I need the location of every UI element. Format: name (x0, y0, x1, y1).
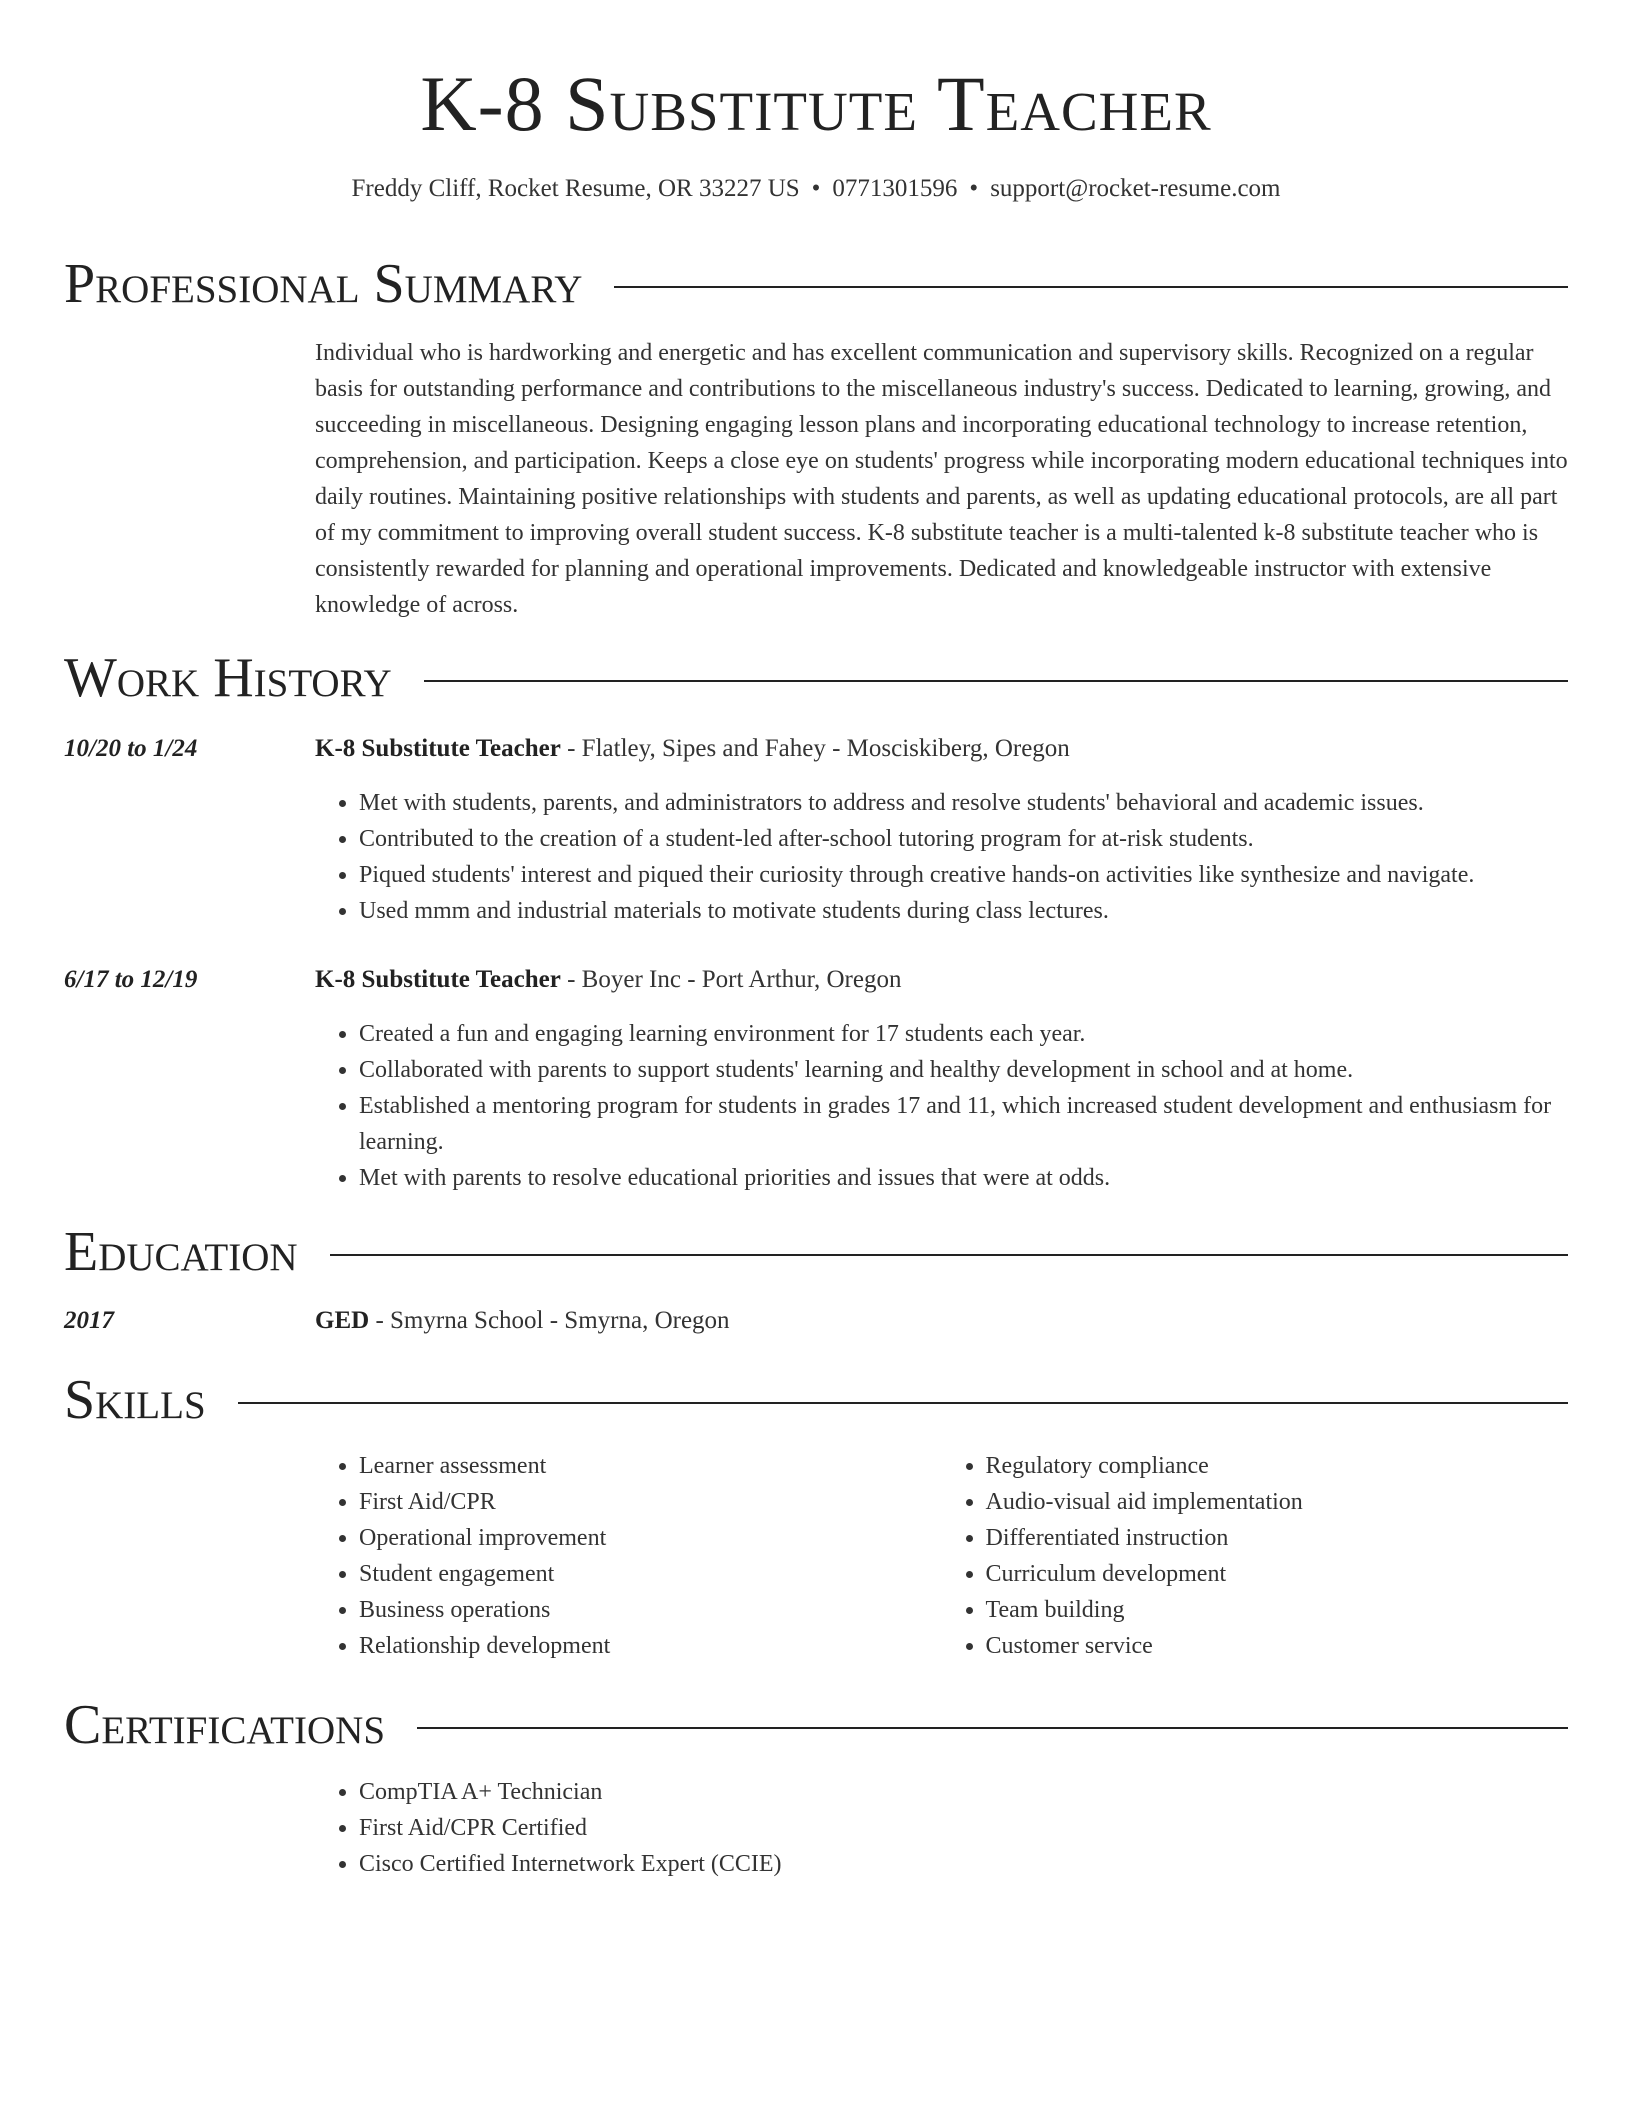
job-heading (315, 731, 1070, 767)
job-details: - Boyer Inc - Port Arthur, Oregon (560, 966, 902, 993)
section-divider (424, 680, 1568, 682)
contact-separator: • (811, 175, 821, 202)
job-dates: 10/20 to 1/24 (64, 735, 198, 762)
education-details: - Smyrna School - Smyrna, Oregon (369, 1307, 730, 1334)
section-divider (238, 1402, 1568, 1404)
certifications-heading: Certifications (64, 1694, 386, 1756)
job-details: - Flatley, Sipes and Fahey - Mosciskiberg, Oregon (560, 735, 1070, 762)
section-divider (417, 1727, 1568, 1729)
summary-section-header (64, 252, 1568, 316)
education-section-header (64, 1220, 1568, 1284)
section-divider (330, 1254, 1568, 1256)
certification-item: • CompTIA A+ Technician (359, 1774, 1568, 1810)
job-heading (315, 962, 901, 998)
skill-item: • Differentiated instruction (986, 1520, 1569, 1556)
list-item: • Met with parents to resolve educational priorities and issues that were at odds. (359, 1160, 1568, 1196)
skill-item: • Regulatory compliance (986, 1448, 1569, 1484)
list-item: • Collaborated with parents to support students' learning and healthy development in school and at home. (359, 1052, 1568, 1088)
resume-page (64, 0, 1568, 1877)
summary-heading: Professional Summary (64, 253, 583, 315)
contact-email: support@rocket-resume.com (990, 175, 1281, 202)
job-title: K-8 Substitute Teacher (315, 735, 561, 762)
section-divider (614, 286, 1568, 288)
skill-item: • Team building (986, 1592, 1569, 1628)
resume-title: K-8 Substitute Teacher (420, 60, 1212, 147)
certifications-block (315, 1774, 1568, 1882)
certifications-section-header (64, 1693, 1568, 1757)
job-dates: 6/17 to 12/19 (64, 966, 198, 993)
job-title: K-8 Substitute Teacher (315, 966, 561, 993)
skill-item: • Learner assessment (359, 1448, 942, 1484)
skills-block (315, 1448, 1568, 1664)
certification-item: • First Aid/CPR Certified (359, 1810, 1568, 1846)
education-degree: GED (315, 1307, 370, 1334)
skill-item: • Relationship development (359, 1628, 942, 1664)
education-year: 2017 (64, 1307, 114, 1334)
job-bullets (315, 1016, 1568, 1196)
list-item: • Piqued students' interest and piqued their curiosity through creative hands-on activities like synthesize and navigate. (359, 857, 1568, 893)
list-item: • Created a fun and engaging learning environment for 17 students each year. (359, 1016, 1568, 1052)
skills-heading: Skills (64, 1369, 206, 1431)
work-section-header (64, 646, 1568, 710)
skill-item: • Customer service (986, 1628, 1569, 1664)
education-heading: Education (64, 1221, 298, 1283)
summary-block (315, 335, 1568, 623)
summary-text: Individual who is hardworking and energetic and has excellent communication and supervisory skills. Recognized on a regular basis for outstanding performance and contributions to the miscellaneous industry's success. Dedicated to learning, growing, and succeeding in miscellaneous. Designing engaging lesson plans and incorporating educational technology to increase retention, comprehension, and participation. Keeps a close eye on students' progress while incorporating modern educational techniques into daily routines. Maintaining positive relationships with students and parents, as well as updating educational protocols, are all part of my commitment to improving overall student success. K-8 substitute teacher is a multi-talented k-8 substitute teacher who is consistently rewarded for planning and operational improvements. Dedicated and knowledgeable instructor with extensive knowledge of across. (315, 340, 1568, 618)
contact-address: Freddy Cliff, Rocket Resume, OR 33227 US (351, 175, 800, 202)
contact-phone: 0771301596 (832, 175, 958, 202)
job-bullets (315, 785, 1568, 929)
list-item: • Met with students, parents, and administrators to address and resolve students' behavioral and academic issues. (359, 785, 1568, 821)
skill-item: • Operational improvement (359, 1520, 942, 1556)
contact-separator: • (969, 175, 979, 202)
education-entry (315, 1303, 730, 1339)
skill-item: • Business operations (359, 1592, 942, 1628)
skills-section-header (64, 1368, 1568, 1432)
skill-item: • First Aid/CPR (359, 1484, 942, 1520)
certification-item: • Cisco Certified Internetwork Expert (CCIE) (359, 1846, 1568, 1882)
skills-list-left (315, 1448, 942, 1664)
work-heading: Work History (64, 647, 392, 709)
list-item: • Used mmm and industrial materials to motivate students during class lectures. (359, 893, 1568, 929)
contact-line (64, 174, 1568, 204)
skill-item: • Audio-visual aid implementation (986, 1484, 1569, 1520)
skill-item: • Curriculum development (986, 1556, 1569, 1592)
list-item: • Established a mentoring program for students in grades 17 and 11, which increased student development and enthusiasm for learning. (359, 1088, 1568, 1160)
skills-list-right (942, 1448, 1569, 1664)
skill-item: • Student engagement (359, 1556, 942, 1592)
list-item: • Contributed to the creation of a student-led after-school tutoring program for at-risk students. (359, 821, 1568, 857)
